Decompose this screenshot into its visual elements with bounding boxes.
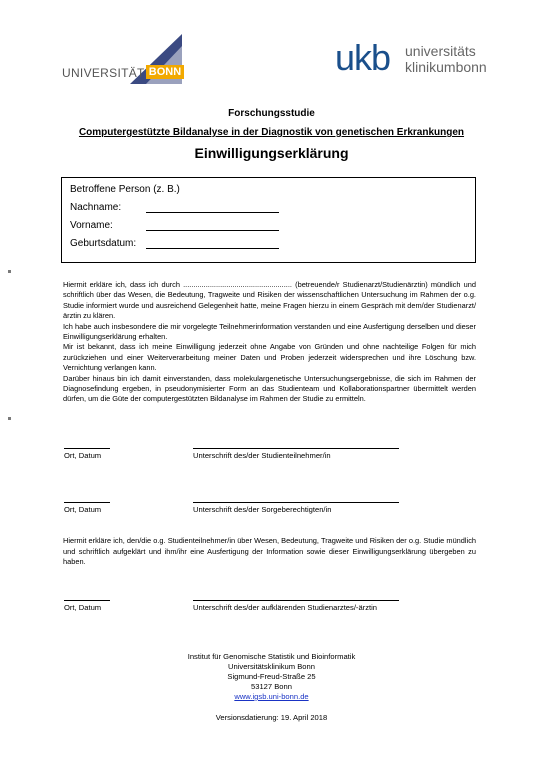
- study-label: Forschungsstudie: [228, 108, 315, 119]
- firstname-label: Vorname:: [70, 220, 113, 231]
- footer-street: Sigmund-Freud-Straße 25: [227, 672, 316, 681]
- place-date-label: Ort, Datum: [64, 451, 102, 460]
- study-title: Computergestützte Bildanalyse in der Diagnostik von genetischen Erkrankungen: [78, 127, 465, 138]
- signature-line-participant[interactable]: [193, 448, 399, 449]
- person-details-box: [61, 177, 476, 263]
- birthdate-label: Geburtsdatum:: [70, 238, 137, 249]
- signature-label-physician: Unterschrift des/der aufklärenden Studienarztes/-ärztin: [193, 603, 378, 612]
- lastname-label: Nachname:: [70, 202, 122, 213]
- footer-clinic: Universitätsklinikum Bonn: [228, 662, 315, 671]
- place-date-line[interactable]: [64, 600, 110, 601]
- margin-marker: [8, 270, 11, 273]
- place-date-line[interactable]: [64, 448, 110, 449]
- consent-paragraph: Ich habe auch insbesondere die mir vorgelegte Teilnehmerinformation verstanden und eine Ausfertigung derselben und dieser Einwilligungserklärung erhalten.: [63, 321, 476, 342]
- signature-label-guardian: Unterschrift des/der Sorgeberechtigten/in: [193, 505, 332, 514]
- firstname-field[interactable]: [146, 230, 279, 231]
- consent-paragraph: Mir ist bekannt, dass ich meine Einwilligung jederzeit ohne Angabe von Gründen und ohne nachteilige Folgen für mich zurückziehen und einer Weiterverarbeitung meiner Daten und Proben jederzeit widersprechen und ihre Löschung bzw. Vernichtung verlangen kann.: [63, 342, 476, 373]
- ukb-logo-line2: klinikumbonn: [405, 59, 487, 75]
- person-box-heading: Betroffene Person (z. B.): [70, 184, 180, 195]
- footer-institute: Institut für Genomische Statistik und Bioinformatik: [187, 652, 356, 661]
- signature-line-physician[interactable]: [193, 600, 399, 601]
- place-date-label: Ort, Datum: [64, 505, 102, 514]
- university-bonn-logo: [62, 34, 184, 84]
- logo-word-universitaet: UNIVERSITÄT: [62, 66, 145, 80]
- place-date-label: Ort, Datum: [64, 603, 102, 612]
- ukb-logo-mark: ukb: [335, 37, 391, 78]
- form-title: Einwilligungserklärung: [194, 145, 349, 161]
- consent-text: [63, 280, 476, 405]
- logo-word-bonn: BONN: [146, 65, 184, 79]
- ukb-logo: [335, 38, 510, 78]
- margin-marker: [8, 417, 11, 420]
- footer-website-link[interactable]: www.igsb.uni-bonn.de: [234, 692, 309, 701]
- footer-city: 53127 Bonn: [251, 682, 292, 691]
- lastname-field[interactable]: [146, 212, 279, 213]
- birthdate-field[interactable]: [146, 248, 279, 249]
- place-date-line[interactable]: [64, 502, 110, 503]
- version-date: Versionsdatierung: 19. April 2018: [215, 713, 328, 722]
- consent-paragraph: Darüber hinaus bin ich damit einverstanden, dass molekulargenetische Untersuchungsergebnisse, die sich im Rahmen der Diagnosefindung ergeben, in pseudonymisierter Form an das Studienteam und Kollaborationspartner übermittelt werden dürfen, um die Güte der computergestützten Bildanalyse im Rahmen der Studie zu ermitteln.: [63, 373, 476, 404]
- ukb-logo-line1: universitäts: [405, 43, 476, 59]
- consent-paragraph: Hiermit erkläre ich, dass ich durch ..................................................... (betreuende/r Studienarzt/Studienärztin) mündlich und schriftlich über das Wesen, die Bedeutung, Tragweite und Risiken der wissenschaftlichen Untersuchung im Rahmen der o.g. Studie informiert wurde und ausreichend Gelegenheit hatte, meine Fragen hierzu in einem Gespräch mit dem/der Studienarzt/ärztin zu klären.: [63, 280, 476, 321]
- signature-label-participant: Unterschrift des/der Studienteilnehmer/in: [193, 451, 331, 460]
- physician-statement: Hiermit erkläre ich, den/die o.g. Studienteilnehmer/in über Wesen, Bedeutung, Tragweite und Risiken der o.g. Studie mündlich und schriftlich aufgeklärt und ihm/ihr eine Ausfertigung der Information sowie dieser Einwilligungserklärung übergeben zu haben.: [63, 536, 476, 567]
- signature-line-guardian[interactable]: [193, 502, 399, 503]
- footer-address: [0, 652, 543, 702]
